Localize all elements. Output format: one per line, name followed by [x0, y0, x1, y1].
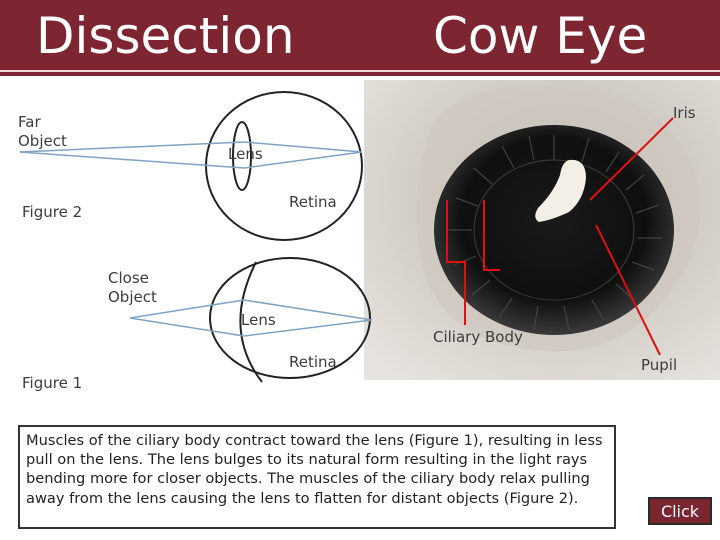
iris-label: Iris [673, 104, 696, 122]
click-button[interactable]: Click [648, 497, 712, 525]
light-rays [20, 142, 362, 168]
page-title: Dissection [36, 7, 295, 65]
close-object-label: Close Object [108, 269, 157, 306]
figure-2-retina-label: Retina [289, 193, 337, 211]
page-subtitle: Cow Eye [433, 7, 648, 65]
label-pointers [447, 118, 673, 355]
figure-1-caption: Figure 1 [22, 374, 83, 392]
far-object-label: Far Object [18, 113, 67, 150]
figure-2-lens-label: Lens [228, 145, 263, 163]
pupil-label: Pupil [641, 356, 678, 374]
figure-2-caption: Figure 2 [22, 203, 83, 221]
figure-1-lens-label: Lens [241, 311, 276, 329]
ciliary-body-label: Ciliary Body [433, 328, 523, 346]
description-box: Muscles of the ciliary body contract toward the lens (Figure 1), resulting in less pull on the lens. The lens bulges to its natural form resulting in the light rays bending more for closer objects. The muscles of the ciliary body relax pulling away from the lens causing the lens to flatten for distant objects (Figure 2). [18, 425, 616, 529]
figure-1-retina-label: Retina [289, 353, 337, 371]
eyeball-outline [206, 92, 362, 240]
